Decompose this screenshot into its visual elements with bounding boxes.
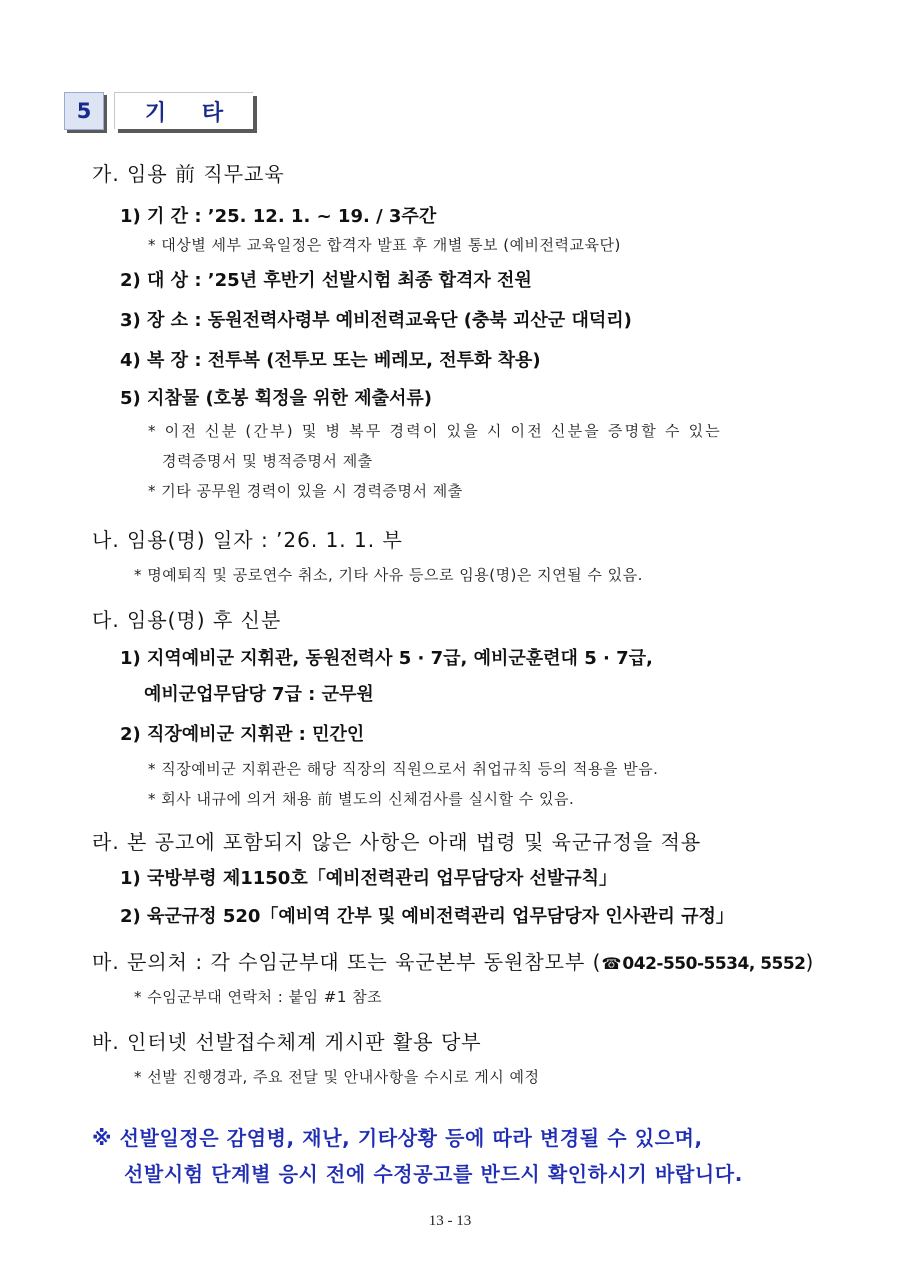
training-uniform: 4) 복 장 : 전투복 (전투모 또는 베레모, 전투화 착용) [120,350,541,371]
status-item-1-cont: 예비군업무담당 7급 : 군무원 [144,684,374,705]
heading-internet: 바. 인터넷 선발접수체계 게시판 활용 당부 [92,1030,482,1054]
heading-contact [92,946,814,975]
status-item-1: 1) 지역예비군 지휘관, 동원전력사 5 · 7급, 예비군훈련대 5 · 7급, [120,648,653,669]
contact-phone: 042-550-5534, 5552 [622,954,806,974]
appointment-date-note: * 명예퇴직 및 공로연수 취소, 기타 사유 등으로 임용(명)은 지연될 수 있음. [134,566,643,584]
heading-status: 다. 임용(명) 후 신분 [92,608,282,632]
page-number: 13 - 13 [428,1213,472,1229]
contact-close: ) [805,950,815,974]
documents-note-1: * 이전 신분 (간부) 및 병 복무 경력이 있을 시 이전 신분을 증명할 수 있는 [148,422,722,440]
telephone-icon: ☎ [601,954,623,973]
training-period: 1) 기 간 : ’25. 12. 1. ~ 19. / 3주간 [120,206,437,227]
status-item-2: 2) 직장예비군 지휘관 : 민간인 [120,724,365,745]
section-header [64,92,260,136]
contact-note: * 수임군부대 연락처 : 붙임 #1 참조 [134,988,383,1006]
section-title-box [114,92,253,129]
section-title: 기 타 [144,100,238,126]
warning-line-1: ※ 선발일정은 감염병, 재난, 기타상황 등에 따라 변경될 수 있으며, [92,1126,703,1150]
regulation-1: 1) 국방부령 제1150호「예비전력관리 업무담당자 선발규칙」 [120,868,618,889]
training-documents: 5) 지참물 (호봉 획정을 위한 제출서류) [120,388,432,409]
section-number: 5 [64,92,104,130]
status-note-2: * 회사 내규에 의거 채용 前 별도의 신체검사를 실시할 수 있음. [148,790,575,808]
training-target: 2) 대 상 : ’25년 후반기 선발시험 최종 합격자 전원 [120,270,532,291]
regulation-2: 2) 육군규정 520「예비역 간부 및 예비전력관리 업무담당자 인사관리 규정」 [120,906,734,927]
documents-note-1-cont: 경력증명서 및 병적증명서 제출 [162,452,373,470]
status-note-1: * 직장예비군 지휘관은 해당 직장의 직원으로서 취업규칙 등의 적용을 받음. [148,760,659,778]
internet-note: * 선발 진행경과, 주요 전달 및 안내사항을 수시로 게시 예정 [134,1068,540,1086]
heading-training: 가. 임용 前 직무교육 [92,162,285,186]
heading-regulations: 라. 본 공고에 포함되지 않은 사항은 아래 법령 및 육군규정을 적용 [92,830,702,854]
warning-line-2: 선발시험 단계별 응시 전에 수정공고를 반드시 확인하시기 바랍니다. [124,1162,743,1186]
contact-label: 마. 문의처 : 각 수임군부대 또는 육군본부 동원참모부 ( [92,950,602,974]
heading-appointment-date: 나. 임용(명) 일자 : ’26. 1. 1. 부 [92,528,403,552]
training-place: 3) 장 소 : 동원전력사령부 예비전력교육단 (충북 괴산군 대덕리) [120,310,632,331]
documents-note-2: * 기타 공무원 경력이 있을 시 경력증명서 제출 [148,482,463,500]
training-period-note: * 대상별 세부 교육일정은 합격자 발표 후 개별 통보 (예비전력교육단) [148,236,621,254]
